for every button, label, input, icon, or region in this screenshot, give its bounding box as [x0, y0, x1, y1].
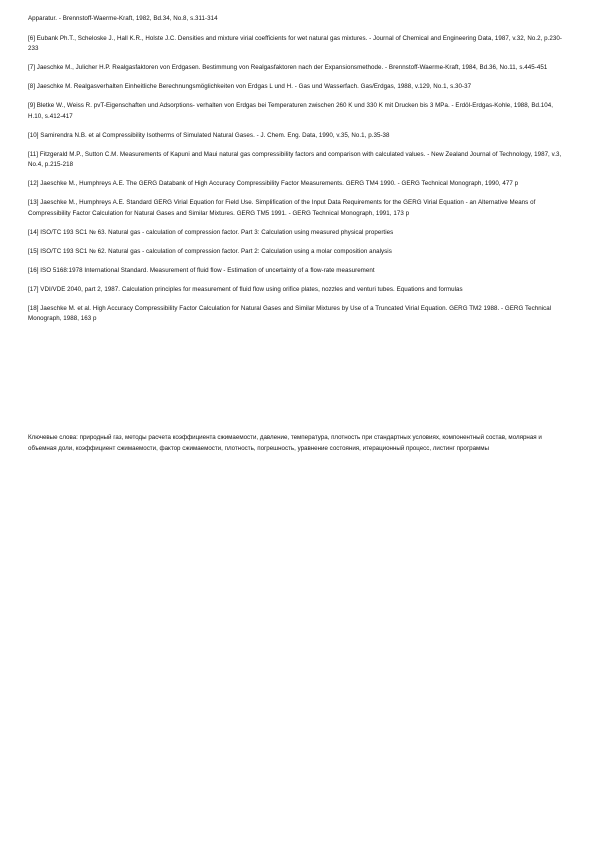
keywords-paragraph: Ключевые слова: природный газ, методы расчета коэффициента сжимаемости, давление, температура, плотность при стандартных условиях, компонентный состав, молярная и объемная доли, коэффициент сжимаемости, фактор сжимаемости, плотность, погрешность, уравнение состояния, итерационный процесс, листинг программы	[28, 434, 542, 452]
reference-13: [13] Jaeschke M., Humphreys A.E. Standard GERG Virial Equation for Field Use. Simplification of the Input Data Requirements for the GERG Virial Equation - an Alternative Means of Compressibility Factor Calculation for Natural Gases and Similar Mixtures. GERG TM5 1991. - GERG Technical Monograph, 1991, 173 p	[28, 199, 536, 217]
reference-17: [17] VDI/VDE 2040, part 2, 1987. Calculation principles for measurement of fluid flow using orifice plates, nozzles and venturi tubes. Equations and formulas	[28, 285, 463, 293]
reference-11: [11] Fitzgerald M.P., Sutton C.M. Measurements of Kapuni and Maui natural gas compressibility factors and comparison with calculated values. - New Zealand Journal of Technology, 1987, v.3, No.4, p.215-218	[28, 150, 562, 168]
reference-list	[28, 14, 568, 333]
reference-7: [7] Jaeschke M., Julicher H.P. Realgasfaktoren von Erdgasen. Bestimmung von Realgasfaktoren nach der Expansionsmethode. - Brennstoff-Waerme-Kraft, 1984, Bd.36, No.11, s.445-451	[28, 64, 548, 71]
reference-continuation: Apparatur. - Brennstoff-Waerme-Kraft, 1982, Bd.34, No.8, s.311-314	[28, 15, 218, 22]
reference-15: [15] ISO/TC 193 SC1 № 62. Natural gas - calculation of compression factor. Part 2: Calculation using a molar composition analysis	[28, 247, 392, 255]
reference-9: [9] Bletke W., Weiss R. pvT-Eigenschaften und Adsorptions- verhalten von Erdgas bei Temperaturen zwischen 260 K und 330 K mit Drucken bis 3 MPa. - Erdöl-Erdgas-Kohle, 1988, Bd.104, H.10, s.412-417	[28, 102, 554, 120]
reference-12: [12] Jaeschke M., Humphreys A.E. The GERG Databank of High Accuracy Compressibility Factor Measurements. GERG TM4 1990. - GERG Technical Monograph, 1990, 477 p	[28, 180, 519, 187]
reference-16: [16] ISO 5168:1978 International Standard. Measurement of fluid flow - Estimation of uncertainty of a flow-rate measurement	[28, 266, 375, 274]
reference-14: [14] ISO/TC 193 SC1 № 63. Natural gas - calculation of compression factor. Part 3: Calculation using measured physical properties	[28, 228, 394, 236]
reference-8: [8] Jaeschke M. Realgasverhalten Einheitliche Berechnungsmöglichkeiten von Erdgas L und H. - Gas und Wasserfach. Gas/Erdgas, 1988, v.129, No.1, s.30-37	[28, 83, 472, 90]
reference-6: [6] Eubank Ph.T., Scheloske J., Hall K.R., Holste J.C. Densities and mixture virial coefficients for wet natural gas mixtures. - Journal of Chemical and Engineering Data, 1987, v.32, No.2, p.230-233	[28, 34, 562, 52]
reference-10: [10] Samirendra N.B. et al Compressibility Isotherms of Simulated Natural Gases. - J. Chem. Eng. Data, 1990, v.35, No.1, p.35-38	[28, 131, 390, 139]
reference-18: [18] Jaeschke M. et al. High Accuracy Compressibility Factor Calculation for Natural Gases and Similar Mixtures by Use of a Truncated Virial Equation. GERG TM2 1988. - GERG Technical Monograph, 1988, 163 p	[28, 304, 552, 322]
